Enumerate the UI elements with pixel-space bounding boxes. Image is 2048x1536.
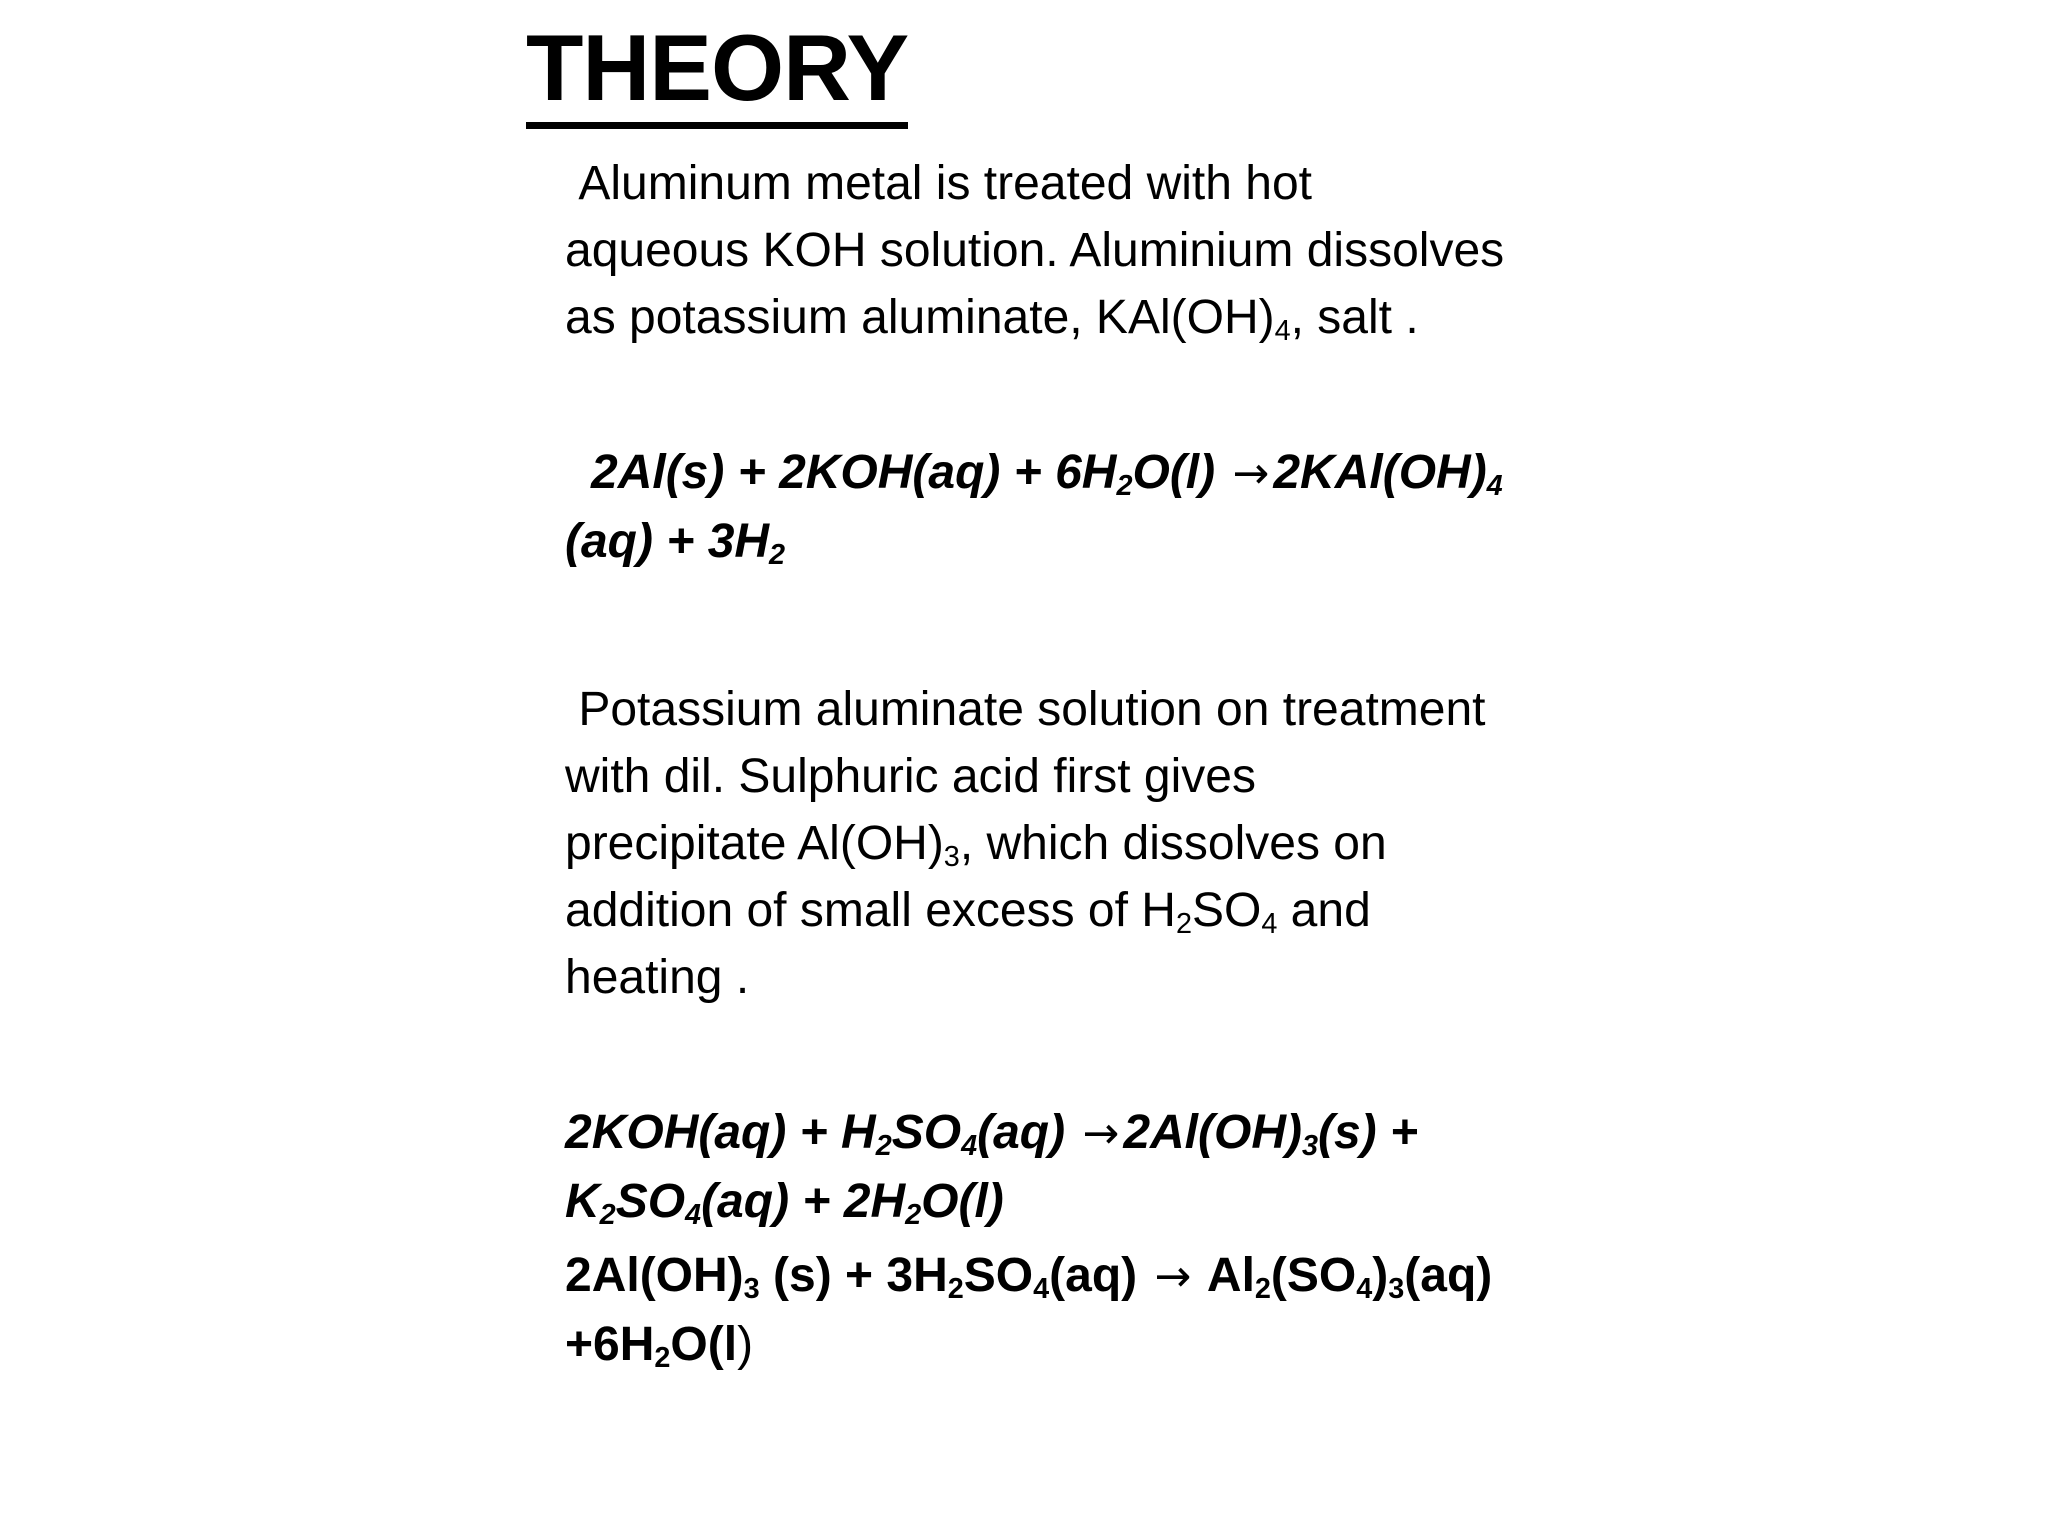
text: 2KOH(aq) + H — [565, 1106, 876, 1159]
paragraph-potassium-aluminate — [565, 676, 1595, 1011]
text: ) — [1372, 1249, 1389, 1302]
text: addition of small excess of H — [565, 884, 1176, 937]
text: heating . — [565, 951, 750, 1004]
subscript: 4 — [1486, 470, 1503, 503]
text: O(l — [670, 1318, 738, 1371]
text: SO — [1191, 884, 1262, 937]
paragraph-line — [565, 676, 1595, 743]
equation-line — [565, 1311, 1595, 1379]
text: (aq) — [977, 1106, 1079, 1159]
text: precipitate Al(OH) — [565, 817, 944, 870]
equation-line — [565, 1099, 1595, 1168]
paragraph-line — [565, 877, 1595, 944]
text: ) — [737, 1318, 754, 1371]
text: aqueous KOH solution. Aluminium dissolves — [565, 224, 1505, 277]
equation-aluminium-hydroxide-dissolution — [565, 1242, 1595, 1379]
subscript: 2 — [947, 1273, 964, 1306]
text: with dil. Sulphuric acid first gives — [565, 750, 1256, 803]
subscript: 4 — [685, 1199, 702, 1232]
paragraph-line — [565, 743, 1595, 810]
text: SO — [891, 1106, 962, 1159]
paragraph-line — [565, 944, 1595, 1011]
text: 2Al(s) + 2KOH(aq) + 6H — [591, 446, 1117, 499]
text: (SO — [1270, 1249, 1357, 1302]
text: (s) + — [1318, 1106, 1419, 1159]
slide-content — [565, 150, 1595, 1379]
arrow-icon: → — [1082, 1108, 1120, 1159]
subscript: 4 — [1033, 1273, 1050, 1306]
text: Aluminum metal is treated with hot — [565, 157, 1312, 210]
text: O(l) — [1132, 446, 1229, 499]
text: 2Al(OH) — [1123, 1106, 1302, 1159]
equation-koh-sulphuric — [565, 1099, 1595, 1236]
text: K — [565, 1175, 600, 1228]
equation-line — [565, 1242, 1595, 1311]
subscript: 2 — [875, 1130, 892, 1163]
paragraph-line — [565, 284, 1595, 351]
paragraph-line — [565, 150, 1595, 217]
arrow-icon: → — [1232, 448, 1270, 499]
paragraph-line — [565, 810, 1595, 877]
subscript: 2 — [654, 1342, 671, 1375]
subscript: 2 — [769, 539, 786, 572]
paragraph-aluminum-treatment — [565, 150, 1595, 351]
arrow-icon: → — [1154, 1251, 1192, 1302]
subscript: 4 — [1356, 1273, 1373, 1306]
text: SO — [615, 1175, 686, 1228]
text: , salt . — [1290, 291, 1419, 344]
subscript: 4 — [961, 1130, 978, 1163]
subscript: 3 — [743, 1273, 760, 1306]
subscript: 4 — [1274, 315, 1291, 348]
subscript: 4 — [1261, 908, 1278, 941]
subscript: 3 — [1301, 1130, 1318, 1163]
equation-aluminum-koh — [565, 439, 1595, 576]
subscript: 3 — [1388, 1273, 1405, 1306]
subscript: 2 — [1116, 470, 1133, 503]
subscript: 2 — [1254, 1273, 1271, 1306]
text: Al — [1195, 1249, 1255, 1302]
subscript: 2 — [1175, 908, 1192, 941]
text: 2Al(OH) — [565, 1249, 744, 1302]
slide-title: THEORY — [526, 14, 908, 129]
text: (aq) + 3H — [565, 515, 770, 568]
text: (aq) — [1049, 1249, 1151, 1302]
equation-line — [565, 1168, 1595, 1236]
text: , which dissolves on — [959, 817, 1387, 870]
subscript: 2 — [905, 1199, 922, 1232]
text: 2KAl(OH) — [1273, 446, 1487, 499]
text: (aq) — [1404, 1249, 1493, 1302]
equation-line — [565, 508, 1595, 576]
text: SO — [963, 1249, 1034, 1302]
text: (aq) + 2H — [701, 1175, 906, 1228]
text: +6H — [565, 1318, 655, 1371]
subscript: 2 — [599, 1199, 616, 1232]
equation-line — [565, 439, 1595, 508]
text: O(l) — [921, 1175, 1004, 1228]
text: as potassium aluminate, KAl(OH) — [565, 291, 1275, 344]
text: (s) + 3H — [759, 1249, 948, 1302]
text: Potassium aluminate solution on treatment — [565, 683, 1486, 736]
subscript: 3 — [943, 841, 960, 874]
text: and — [1277, 884, 1371, 937]
paragraph-line — [565, 217, 1595, 284]
